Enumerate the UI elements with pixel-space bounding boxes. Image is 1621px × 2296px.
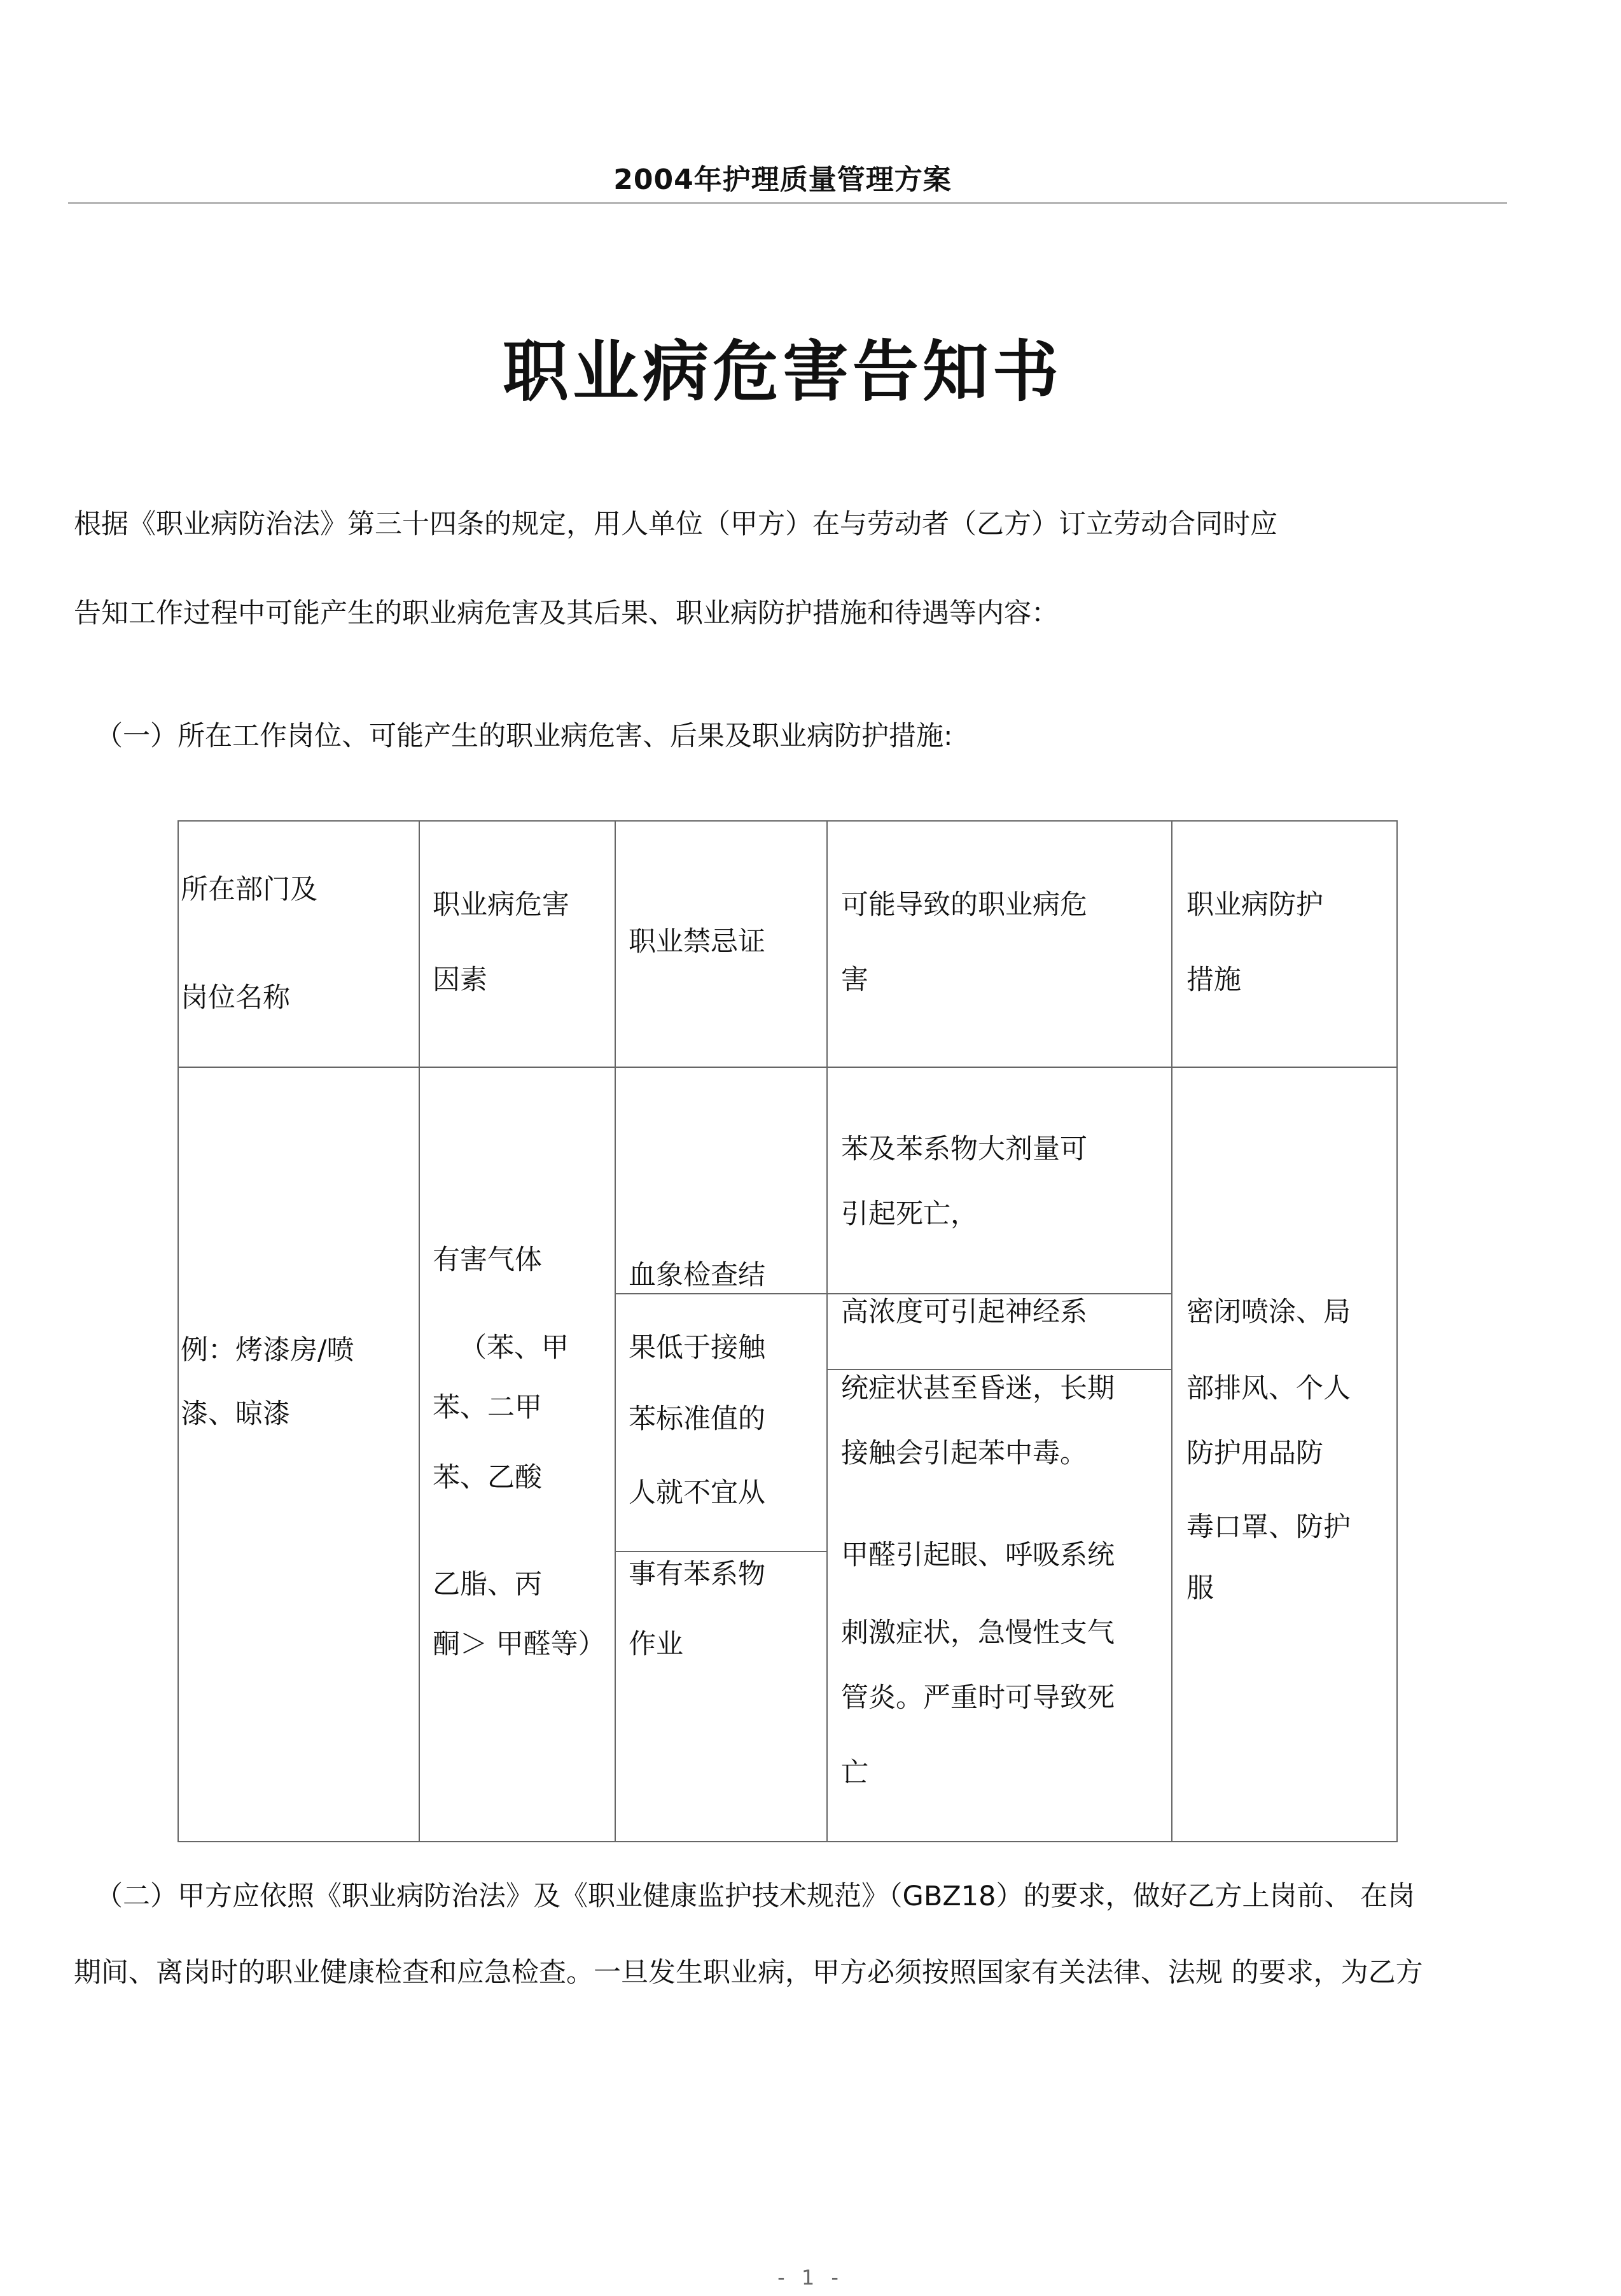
cell-disease-line-6: 甲醛引起眼、呼吸系统 bbox=[841, 1539, 1115, 1571]
header-divider bbox=[68, 202, 1507, 204]
cell-hazard-line-5: 乙脂、丙 bbox=[433, 1569, 542, 1600]
cell-contraindication-line-2: 果低于接触 bbox=[629, 1332, 765, 1364]
table-col-divider-3 bbox=[826, 820, 828, 1841]
page-number: - 1 - bbox=[777, 2265, 844, 2290]
cell-hazard-line-1: 有害气体 bbox=[433, 1244, 542, 1276]
header-cell-contraindication: 职业禁忌证 bbox=[629, 926, 765, 958]
header-cell-department-line-2: 岗位名称 bbox=[181, 982, 290, 1014]
cell-disease-line-2: 引起死亡， bbox=[841, 1198, 978, 1230]
cell-contraindication-line-6: 作业 bbox=[629, 1628, 683, 1660]
cell-contraindication-line-5: 事有苯系物 bbox=[629, 1558, 765, 1590]
header-cell-protection-line-2: 措施 bbox=[1186, 964, 1241, 996]
table-col-divider-4 bbox=[1171, 820, 1172, 1841]
cell-disease-line-1: 苯及苯系物大剂量可 bbox=[841, 1133, 1087, 1165]
cell-department-line-1: 例：烤漆房/喷 bbox=[181, 1334, 354, 1366]
table-border-bottom bbox=[177, 1841, 1398, 1842]
document-title: 职业病危害告知书 bbox=[502, 333, 1062, 410]
cell-disease-line-7: 刺激症状，急慢性支气 bbox=[841, 1617, 1115, 1649]
cell-contraindication-line-4: 人就不宜从 bbox=[629, 1477, 765, 1509]
intro-line-1: 根据《职业病防治法》第三十四条的规定，用人单位（甲方）在与劳动者（乙方）订立劳动合同时应 bbox=[74, 508, 1277, 540]
table-header-divider bbox=[177, 1067, 1398, 1068]
section1-heading: （一）所在工作岗位、可能产生的职业病危害、后果及职业病防护措施: bbox=[95, 720, 953, 752]
cell-contraindication-line-3: 苯标准值的 bbox=[629, 1403, 765, 1435]
header-cell-disease-line-1: 可能导致的职业病危 bbox=[841, 889, 1087, 921]
cell-disease-line-5: 接触会引起苯中毒。 bbox=[841, 1438, 1087, 1469]
header-cell-disease-line-2: 害 bbox=[841, 964, 868, 996]
cell-disease-line-8: 管炎。严重时可导致死 bbox=[841, 1682, 1115, 1714]
section2-line-1: （二）甲方应依照《职业病防治法》及《职业健康监护技术规范》（GBZ18）的要求，做好乙方上岗前、 在岗 bbox=[95, 1880, 1416, 1912]
header-cell-hazard-line-1: 职业病危害 bbox=[433, 889, 569, 921]
cell-contraindication-line-1: 血象检查结 bbox=[629, 1259, 765, 1291]
cell-disease-line-3: 高浓度可引起神经系 bbox=[841, 1296, 1087, 1328]
running-header-title: 2004年护理质量管理方案 bbox=[613, 164, 952, 196]
intro-line-2: 告知工作过程中可能产生的职业病危害及其后果、职业病防护措施和待遇等内容： bbox=[74, 598, 1059, 629]
table-border-left bbox=[177, 820, 179, 1841]
cell-disease-line-4: 统症状甚至昏迷，长期 bbox=[841, 1373, 1115, 1404]
cell-protection-line-2: 部排风、个人 bbox=[1186, 1373, 1351, 1404]
cell-protection-line-5: 服 bbox=[1186, 1572, 1214, 1604]
table-border-right bbox=[1396, 820, 1398, 1841]
cell-hazard-line-4: 苯、乙酸 bbox=[433, 1462, 542, 1494]
cell-disease-line-9: 亡 bbox=[841, 1757, 868, 1789]
cell-department-line-2: 漆、晾漆 bbox=[181, 1398, 290, 1430]
table-col-divider-2 bbox=[615, 820, 616, 1841]
cell-hazard-line-3: 苯、二甲 bbox=[433, 1392, 542, 1424]
cell-hazard-line-6: 酮＞ 甲醛等） bbox=[433, 1628, 606, 1660]
header-cell-hazard-line-2: 因素 bbox=[433, 964, 487, 996]
cell-hazard-line-2: （苯、甲 bbox=[459, 1332, 569, 1364]
table-inner-divider-3 bbox=[615, 1551, 826, 1552]
table-border-top bbox=[177, 820, 1398, 822]
section2-line-2: 期间、离岗时的职业健康检查和应急检查。一旦发生职业病，甲方必须按照国家有关法律、法规 的要求，为乙方 bbox=[74, 1957, 1423, 1989]
table-col-divider-1 bbox=[419, 820, 420, 1841]
header-cell-protection-line-1: 职业病防护 bbox=[1186, 889, 1323, 921]
cell-protection-line-3: 防护用品防 bbox=[1186, 1438, 1323, 1469]
cell-protection-line-1: 密闭喷涂、局 bbox=[1186, 1296, 1351, 1328]
cell-protection-line-4: 毒口罩、防护 bbox=[1186, 1511, 1351, 1543]
header-cell-department-line-1: 所在部门及 bbox=[181, 874, 317, 906]
